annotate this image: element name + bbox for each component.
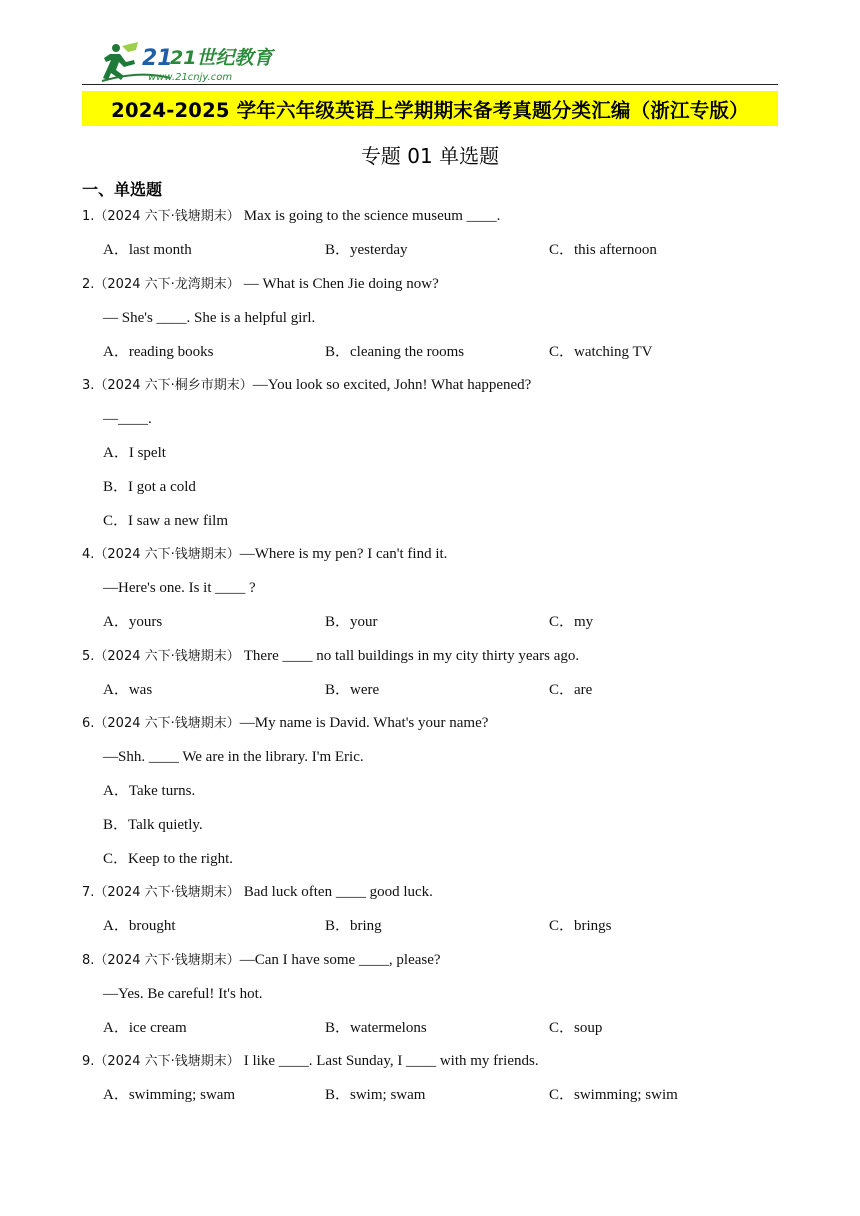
option-text: was	[128, 682, 153, 698]
option-text: I got a cold	[128, 479, 196, 495]
option-text: brings	[574, 918, 612, 934]
svg-text:www.21cnjy.com: www.21cnjy.com	[148, 72, 233, 83]
option-b	[103, 475, 196, 499]
option-letter: B．	[325, 918, 351, 934]
option-text: reading books	[128, 344, 214, 360]
section-heading: 一、单选题	[82, 180, 163, 199]
svg-text:21世纪教育: 21世纪教育	[170, 47, 273, 69]
question-stem: — What is Chen Jie doing now?	[243, 276, 439, 292]
option-b	[325, 678, 379, 702]
option-text: Take turns.	[128, 783, 196, 799]
logo-wordmark: 21	[142, 46, 173, 71]
question-stem: —Can I have some ____, please?	[239, 952, 441, 968]
option-text: I saw a new film	[128, 513, 228, 529]
option-c	[549, 340, 652, 364]
option-a	[103, 441, 166, 465]
question-stem: —Where is my pen? I can't find it.	[239, 546, 448, 562]
question-2-line2: — She's ____. She is a helpful girl.	[103, 310, 316, 326]
option-letter: C．	[549, 918, 575, 934]
option-c	[103, 509, 228, 533]
option-text: were	[350, 682, 380, 698]
option-text: this afternoon	[574, 242, 657, 258]
question-number: 2.	[82, 277, 95, 292]
option-c	[549, 238, 657, 262]
option-text: watermelons	[350, 1020, 427, 1036]
question-source: （2024 六下·钱塘期末）	[94, 1054, 240, 1069]
question-8	[82, 948, 441, 972]
option-letter: A．	[103, 1087, 129, 1103]
question-source: （2024 六下·钱塘期末）	[94, 209, 240, 224]
option-letter: C．	[549, 242, 575, 258]
question-source: （2024 六下·钱塘期末）	[94, 716, 240, 731]
option-letter: C．	[549, 1020, 575, 1036]
question-9	[82, 1049, 539, 1073]
option-letter: B．	[325, 614, 351, 630]
option-text: my	[574, 614, 594, 630]
option-a	[103, 238, 192, 262]
option-text: last month	[128, 242, 192, 258]
question-number: 4.	[82, 547, 95, 562]
option-letter: B．	[325, 242, 351, 258]
option-a	[103, 914, 176, 938]
option-b	[325, 914, 382, 938]
question-6	[82, 711, 488, 735]
option-letter: B．	[325, 1020, 351, 1036]
option-letter: B．	[103, 817, 129, 833]
option-text: swimming; swam	[128, 1087, 236, 1103]
option-letter: B．	[103, 479, 129, 495]
option-letter: A．	[103, 918, 129, 934]
option-b	[325, 1016, 427, 1040]
option-a	[103, 1083, 235, 1107]
option-text: yesterday	[350, 242, 408, 258]
question-1	[82, 204, 500, 228]
question-8-line2: —Yes. Be careful! It's hot.	[103, 986, 263, 1002]
option-text: yours	[128, 614, 163, 630]
option-b	[103, 813, 203, 837]
question-stem: Max is going to the science museum ____.	[243, 208, 501, 224]
question-source: （2024 六下·龙湾期末）	[94, 277, 240, 292]
option-letter: A．	[103, 1020, 129, 1036]
option-letter: A．	[103, 614, 129, 630]
question-number: 1.	[82, 209, 95, 224]
option-a	[103, 779, 195, 803]
question-3-line2: —____.	[103, 411, 152, 427]
option-text: watching TV	[574, 344, 653, 360]
option-a	[103, 678, 152, 702]
site-logo	[100, 40, 275, 84]
option-b	[325, 340, 464, 364]
option-c	[103, 847, 233, 871]
option-letter: A．	[103, 344, 129, 360]
option-b	[325, 1083, 425, 1107]
option-text: your	[350, 614, 378, 630]
option-b	[325, 238, 408, 262]
question-stem: I like ____. Last Sunday, I ____ with my friends.	[243, 1053, 539, 1069]
question-number: 7.	[82, 885, 95, 900]
runner-logo-icon	[100, 40, 275, 84]
option-letter: B．	[325, 682, 351, 698]
question-7	[82, 880, 433, 904]
option-text: swimming; swim	[574, 1087, 678, 1103]
option-c	[549, 678, 592, 702]
option-text: cleaning the rooms	[350, 344, 465, 360]
question-4-line2: —Here's one. Is it ____ ?	[103, 580, 256, 596]
question-source: （2024 六下·钱塘期末）	[94, 953, 240, 968]
option-text: ice cream	[128, 1020, 187, 1036]
option-letter: C．	[549, 1087, 575, 1103]
question-number: 3.	[82, 378, 95, 393]
option-a	[103, 340, 213, 364]
question-stem: There ____ no tall buildings in my city thirty years ago.	[243, 648, 580, 664]
topic-subtitle: 专题 01 单选题	[360, 144, 500, 168]
question-2	[82, 272, 439, 296]
question-3	[82, 373, 531, 397]
option-letter: A．	[103, 445, 129, 461]
option-text: are	[574, 682, 593, 698]
option-letter: B．	[325, 1087, 351, 1103]
option-a	[103, 1016, 187, 1040]
question-4	[82, 542, 447, 566]
question-5	[82, 644, 579, 668]
option-text: Keep to the right.	[128, 851, 233, 867]
question-stem: —My name is David. What's your name?	[239, 715, 489, 731]
option-letter: C．	[103, 513, 129, 529]
option-letter: C．	[549, 614, 575, 630]
option-text: bring	[350, 918, 382, 934]
question-number: 8.	[82, 953, 95, 968]
document-title: 2024-2025 学年六年级英语上学期期末备考真题分类汇编（浙江专版）	[82, 91, 778, 126]
question-source: （2024 六下·钱塘期末）	[94, 547, 240, 562]
option-text: Talk quietly.	[128, 817, 203, 833]
option-c	[549, 1016, 602, 1040]
option-letter: C．	[549, 344, 575, 360]
option-letter: A．	[103, 783, 129, 799]
question-source: （2024 六下·钱塘期末）	[94, 885, 240, 900]
option-letter: A．	[103, 242, 129, 258]
question-stem: Bad luck often ____ good luck.	[243, 884, 433, 900]
option-c	[549, 1083, 678, 1107]
option-letter: C．	[103, 851, 129, 867]
option-text: brought	[128, 918, 176, 934]
question-source: （2024 六下·桐乡市期末）	[94, 378, 253, 393]
question-source: （2024 六下·钱塘期末）	[94, 649, 240, 664]
question-number: 9.	[82, 1054, 95, 1069]
question-stem: —You look so excited, John! What happened?	[252, 377, 532, 393]
header-divider	[82, 84, 778, 85]
option-letter: C．	[549, 682, 575, 698]
option-letter: A．	[103, 682, 129, 698]
question-number: 5.	[82, 649, 95, 664]
option-c	[549, 610, 593, 634]
option-text: swim; swam	[350, 1087, 426, 1103]
option-c	[549, 914, 612, 938]
option-letter: B．	[325, 344, 351, 360]
option-text: I spelt	[128, 445, 166, 461]
question-6-line2: —Shh. ____ We are in the library. I'm Eric.	[103, 749, 364, 765]
option-b	[325, 610, 378, 634]
option-text: soup	[574, 1020, 603, 1036]
option-a	[103, 610, 162, 634]
question-number: 6.	[82, 716, 95, 731]
